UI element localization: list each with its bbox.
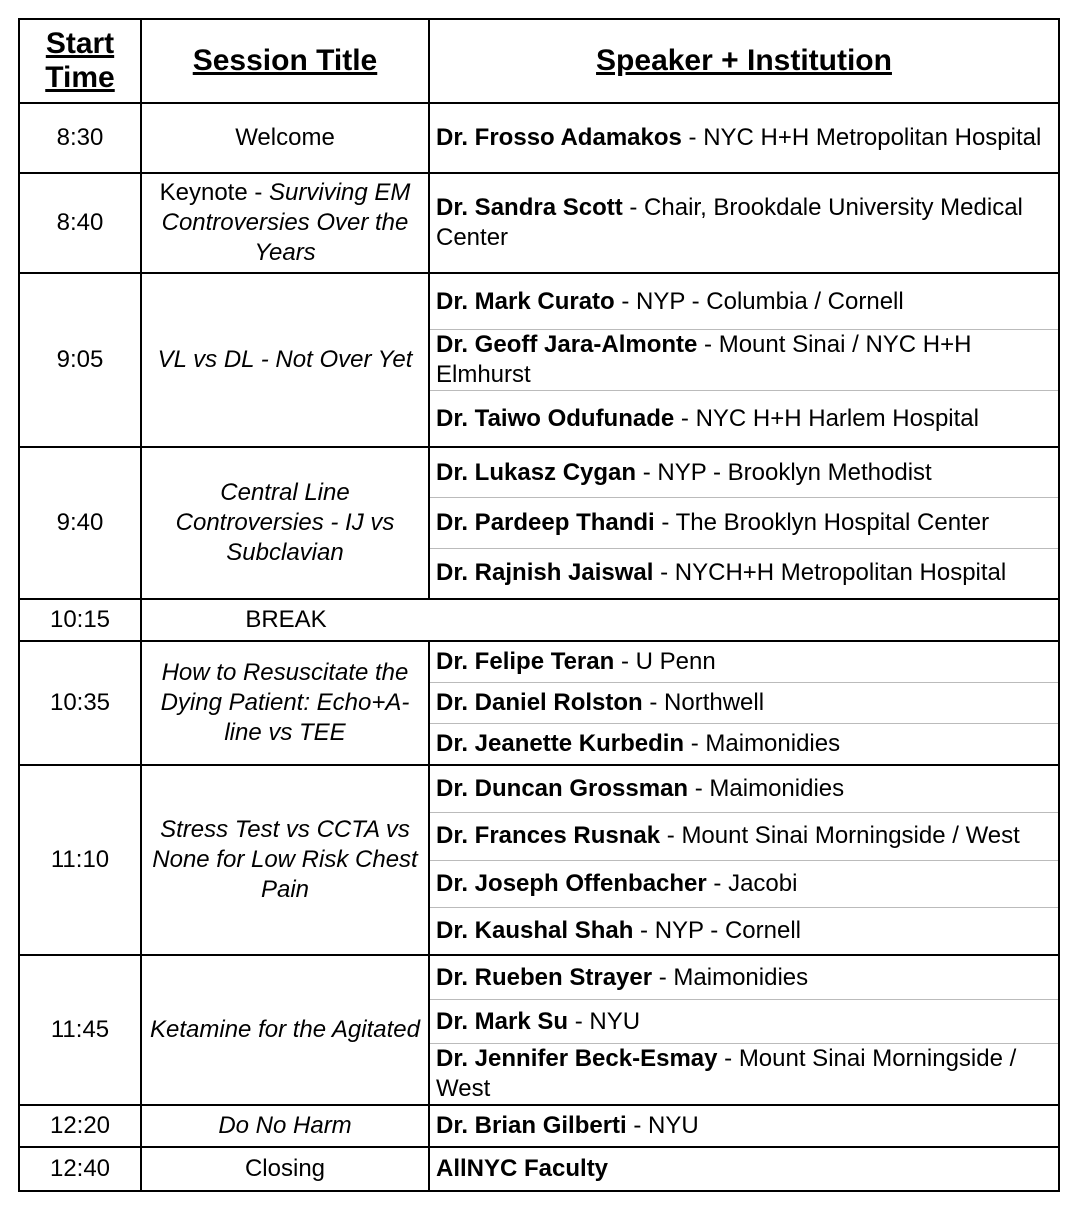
table-row (20, 104, 1058, 174)
start-time-cell: 11:10 (20, 766, 142, 954)
speaker-entry (430, 766, 1058, 813)
start-time-cell: 12:20 (20, 1106, 142, 1146)
session-title-cell (142, 274, 430, 446)
session-title-cell (142, 104, 430, 172)
start-time-cell: 8:40 (20, 174, 142, 272)
start-time-cell: 8:30 (20, 104, 142, 172)
speaker-entry (430, 174, 1058, 272)
table-row (20, 1106, 1058, 1148)
session-title-cell (142, 174, 430, 272)
speaker-institution: - U Penn (614, 648, 716, 675)
speaker-name: Dr. Sandra Scott (436, 194, 623, 221)
speaker-name: Dr. Jeanette Kurbedin (436, 730, 685, 757)
speaker-name: Dr. Lukasz Cygan (436, 458, 637, 486)
session-title-cell (142, 1148, 430, 1190)
speaker-name: Dr. Daniel Rolston (436, 689, 643, 716)
table-row (20, 956, 1058, 1106)
speaker-name: Dr. Kaushal Shah (436, 916, 634, 944)
speaker-entry (430, 274, 1058, 330)
speaker-name: Dr. Mark Curato (436, 287, 615, 315)
header-start-time-line1: Start (45, 27, 115, 60)
speaker-entry (430, 861, 1058, 908)
speaker-institution: - NYC H+H Metropolitan Hospital (681, 124, 1042, 151)
session-title-cell (142, 448, 430, 598)
table-row (20, 642, 1058, 766)
session-title-italic: Surviving EM Controversies Over the Years (161, 179, 411, 266)
speaker-institution: - Maimonidies (652, 963, 809, 991)
table-row (20, 1148, 1058, 1190)
speaker-institution: - Mount Sinai Morningside / West (660, 822, 1020, 850)
table-row (20, 766, 1058, 956)
speaker-institution: - NYC H+H Harlem Hospital (674, 404, 979, 432)
speaker-entry (430, 724, 1058, 764)
speakers-cell (430, 174, 1058, 272)
start-time-cell: 11:45 (20, 956, 142, 1104)
speaker-institution: - Maimonidies (684, 730, 841, 757)
session-title-cell (142, 1106, 430, 1146)
speaker-name: Dr. Rajnish Jaiswal (436, 559, 654, 587)
table-header-row (20, 20, 1058, 104)
session-title-plain: Closing (244, 1155, 326, 1182)
speaker-entry (430, 642, 1058, 683)
session-title-italic: VL vs DL - Not Over Yet (157, 346, 413, 373)
speaker-entry (430, 683, 1058, 724)
speaker-institution: - Mount Sinai Morningside / West (436, 1045, 1017, 1102)
speaker-institution: - NYP - Brooklyn Methodist (636, 458, 932, 486)
speaker-name: Dr. Duncan Grossman (436, 775, 689, 803)
break-cell (142, 600, 1058, 640)
speaker-institution: - Northwell (642, 689, 765, 716)
speaker-institution: - NYCH+H Metropolitan Hospital (653, 559, 1007, 587)
speakers-cell (430, 1148, 1058, 1190)
start-time-cell: 9:05 (20, 274, 142, 446)
speaker-entry (430, 104, 1058, 172)
speaker-name: Dr. Taiwo Odufunade (436, 404, 675, 432)
header-speaker-institution: Speaker + Institution (596, 44, 892, 77)
speaker-name: AllNYC Faculty (436, 1155, 609, 1182)
speaker-institution: - Jacobi (706, 869, 798, 897)
speakers-cell (430, 448, 1058, 598)
session-title-italic: Do No Harm (218, 1112, 352, 1139)
speakers-cell (430, 956, 1058, 1104)
session-title-italic: Ketamine for the Agitated (150, 1016, 420, 1043)
session-title-italic: Stress Test vs CCTA vs None for Low Risk Chest Pain (152, 816, 418, 903)
speakers-cell (430, 642, 1058, 764)
session-title-cell (142, 642, 430, 764)
speaker-entry (430, 1044, 1058, 1104)
header-start-time-line2: Time (45, 61, 115, 94)
speaker-institution: - NYP - Columbia / Cornell (614, 287, 904, 315)
header-session-title: Session Title (142, 20, 430, 102)
speaker-name: Dr. Geoff Jara-Almonte (436, 331, 698, 358)
speaker-name: Dr. Joseph Offenbacher (436, 869, 707, 897)
speaker-institution: - Chair, Brookdale University Medical Center (436, 194, 1023, 251)
speaker-institution: - Mount Sinai / NYC H+H Elmhurst (436, 331, 972, 388)
speaker-name: Dr. Frosso Adamakos (436, 124, 682, 151)
speaker-institution: - The Brooklyn Hospital Center (654, 508, 990, 536)
table-row (20, 600, 1058, 642)
speakers-cell (430, 1106, 1058, 1146)
start-time-cell: 12:40 (20, 1148, 142, 1190)
speaker-entry (430, 549, 1058, 598)
speaker-entry (430, 813, 1058, 860)
break-label: BREAK (245, 606, 327, 633)
session-title-italic: Central Line Controversies - IJ vs Subclavian (175, 479, 395, 566)
speaker-entry (430, 498, 1058, 548)
speaker-name: Dr. Felipe Teran (436, 648, 615, 675)
speakers-cell (430, 104, 1058, 172)
speaker-entry (430, 1106, 1058, 1146)
speaker-name: Dr. Pardeep Thandi (436, 508, 655, 536)
speaker-entry (430, 1000, 1058, 1044)
speaker-entry (430, 448, 1058, 498)
speaker-entry (430, 391, 1058, 446)
speakers-cell (430, 274, 1058, 446)
speaker-entry (430, 956, 1058, 1000)
speaker-name: Dr. Rueben Strayer (436, 963, 653, 991)
speakers-cell (430, 766, 1058, 954)
speaker-institution: - NYU (626, 1112, 699, 1139)
speaker-name: Dr. Mark Su (436, 1007, 569, 1035)
start-time-cell: 10:15 (20, 600, 142, 640)
speaker-institution: - Maimonidies (688, 775, 845, 803)
speaker-institution: - NYP - Cornell (633, 916, 801, 944)
table-row (20, 174, 1058, 274)
table-row (20, 274, 1058, 448)
session-title-italic: How to Resuscitate the Dying Patient: Echo+A-line vs TEE (160, 659, 410, 746)
table-row (20, 448, 1058, 600)
session-title-cell (142, 956, 430, 1104)
schedule-table (18, 18, 1060, 1192)
speaker-entry (430, 908, 1058, 954)
speaker-institution: - NYU (568, 1007, 641, 1035)
speaker-entry (430, 1148, 1058, 1190)
speaker-name: Dr. Jennifer Beck-Esmay (436, 1045, 718, 1072)
speaker-entry (430, 330, 1058, 391)
speaker-name: Dr. Frances Rusnak (436, 822, 661, 850)
start-time-cell: 10:35 (20, 642, 142, 764)
session-title-plain: Keynote - (159, 179, 270, 206)
session-title-plain: Welcome (235, 124, 335, 151)
table-body (20, 104, 1058, 1190)
speaker-name: Dr. Brian Gilberti (436, 1112, 627, 1139)
start-time-cell: 9:40 (20, 448, 142, 598)
header-start-time (20, 20, 142, 102)
session-title-cell (142, 766, 430, 954)
